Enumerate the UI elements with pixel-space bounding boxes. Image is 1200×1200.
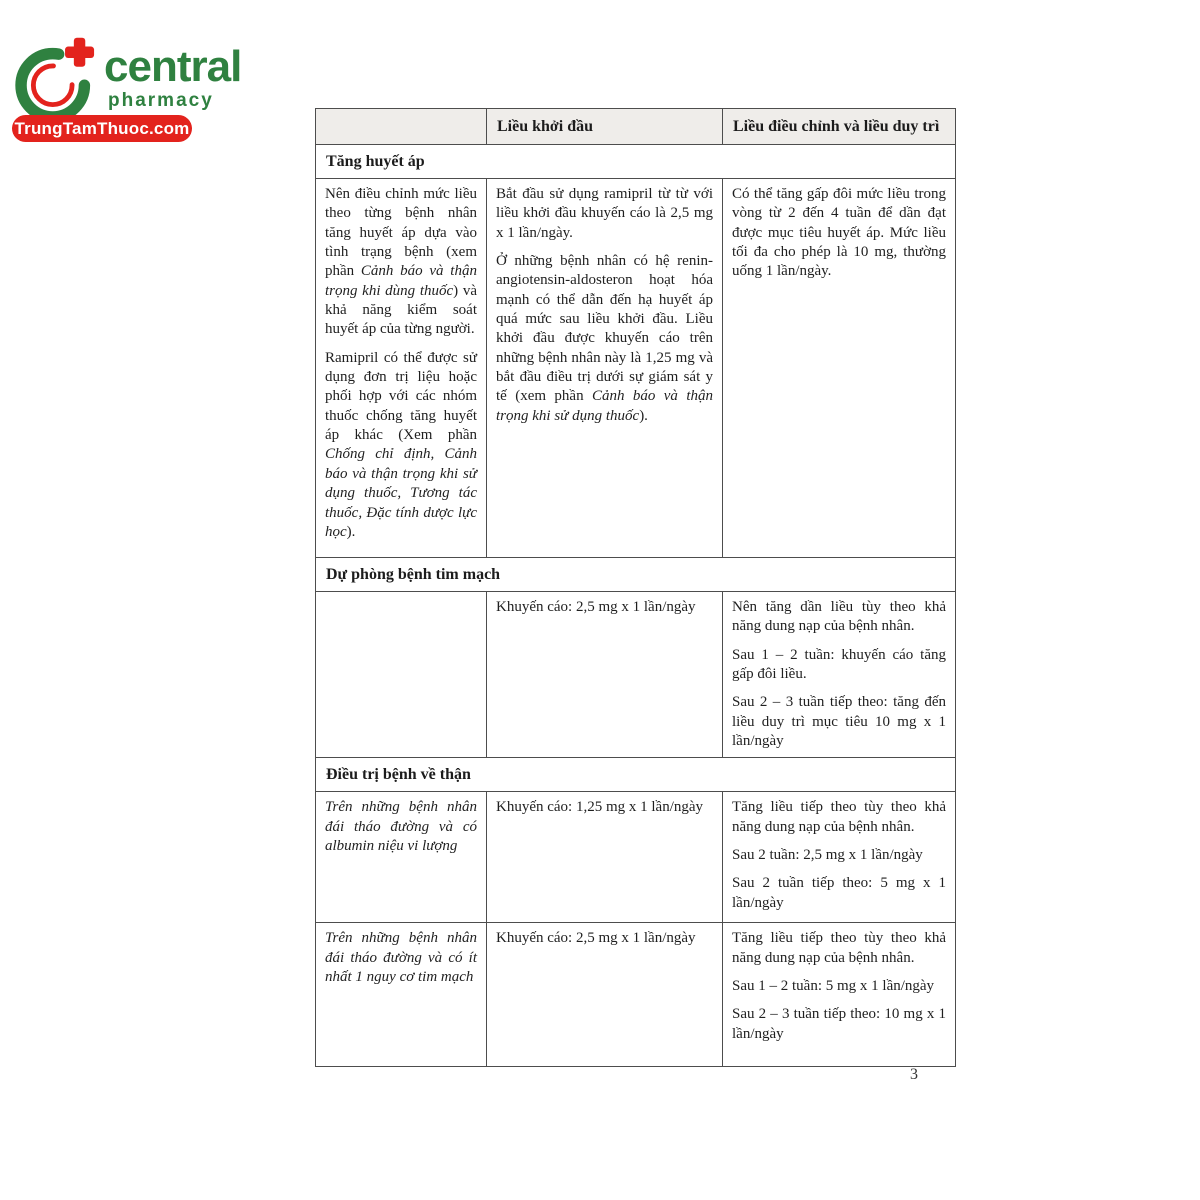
paragraph: Có thể tăng gấp đôi mức liều trong vòng từ 2 đến 4 tuần để dần đạt được mục tiêu huyết áp. Mức liều tối đa cho phép là 10 mg, thường uống 1 lần/ngày. — [732, 186, 946, 280]
row-kidney-microalbuminuria — [316, 792, 956, 923]
paragraph: Nên tăng dần liều tùy theo khả năng dung nạp của bệnh nhân. — [732, 599, 946, 635]
cell-patient-note — [316, 592, 487, 758]
cell-patient-note — [316, 923, 487, 1067]
cell-adjustment — [723, 923, 956, 1067]
paragraph: Sau 1 – 2 tuần: khuyến cáo tăng gấp đôi liều. — [732, 646, 946, 683]
section-hypertension — [316, 145, 956, 179]
paragraph: Sau 2 – 3 tuần tiếp theo: tăng đến liều duy trì mục tiêu 10 mg x 1 lần/ngày — [732, 694, 946, 750]
brand-subtitle: pharmacy — [108, 90, 214, 111]
paragraph: Sau 2 tuần: 2,5 mg x 1 lần/ngày — [732, 847, 923, 864]
cell-starting-dose — [487, 792, 723, 923]
section-title: Dự phòng bệnh tim mạch — [316, 558, 956, 592]
header-empty-cell — [316, 109, 487, 145]
row-hypertension — [316, 179, 956, 558]
paragraph: Khuyến cáo: 2,5 mg x 1 lần/ngày — [496, 930, 696, 947]
page-number: 3 — [910, 1066, 918, 1083]
cell-starting-dose — [487, 923, 723, 1067]
cell-patient-note — [316, 179, 487, 558]
header-adjustment-dose: Liều điều chỉnh và liều duy trì — [723, 109, 956, 145]
section-kidney-disease — [316, 758, 956, 792]
logo-c-icon — [14, 36, 102, 124]
cell-adjustment — [723, 592, 956, 758]
paragraph: Sau 2 – 3 tuần tiếp theo: 10 mg x 1 lần/ngày — [732, 1006, 946, 1042]
central-pharmacy-logo — [12, 34, 242, 146]
paragraph: Khuyến cáo: 2,5 mg x 1 lần/ngày — [496, 599, 696, 615]
cell-starting-dose — [487, 592, 723, 758]
paragraph: Trên những bệnh nhân đái tháo đường và có ít nhất 1 nguy cơ tim mạch — [325, 930, 477, 986]
plus-icon — [65, 38, 94, 67]
paragraph: Ở những bệnh nhân có hệ renin-angiotensin-aldosteron hoạt hóa mạnh có thể dẫn đến hạ huyết áp quá mức sau liều khởi đầu. Liều khởi đầu được khuyến cáo trên những bệnh nhân này là 1,25 mg và bắt đầu điều trị dưới sự giám sát y tế (xem phần Cảnh báo và thận trọng khi sử dụng thuốc). — [496, 253, 713, 424]
section-title: Điều trị bệnh về thận — [316, 758, 956, 792]
paragraph: Tăng liều tiếp theo tùy theo khả năng dung nạp của bệnh nhân. — [732, 799, 946, 835]
cell-patient-note — [316, 792, 487, 923]
row-cardio-prevention — [316, 592, 956, 758]
cell-adjustment — [723, 792, 956, 923]
section-cardio-prevention — [316, 558, 956, 592]
paragraph: Khuyến cáo: 1,25 mg x 1 lần/ngày — [496, 799, 704, 816]
header-starting-dose: Liều khởi đầu — [487, 109, 723, 145]
brand-name: central — [104, 42, 242, 91]
row-kidney-cardio-risk — [316, 923, 956, 1067]
paragraph: Sau 1 – 2 tuần: 5 mg x 1 lần/ngày — [732, 978, 935, 995]
paragraph: Tăng liều tiếp theo tùy theo khả năng dung nạp của bệnh nhân. — [732, 930, 946, 966]
table-header-row — [316, 109, 956, 145]
cell-adjustment — [723, 179, 956, 558]
website-banner: TrungTamThuoc.com — [12, 115, 192, 142]
dosage-table — [315, 108, 956, 1067]
paragraph: Nên điều chỉnh mức liều theo từng bệnh nhân tăng huyết áp dựa vào tình trạng bệnh (xem phần Cảnh báo và thận trọng khi dùng thuốc) và khả năng kiểm soát huyết áp của từng người. — [325, 186, 477, 338]
paragraph: Bắt đầu sử dụng ramipril từ từ với liều khởi đầu khuyến cáo là 2,5 mg x 1 lần/ngày. — [496, 186, 713, 241]
section-title: Tăng huyết áp — [316, 145, 956, 179]
paragraph: Sau 2 tuần tiếp theo: 5 mg x 1 lần/ngày — [732, 875, 946, 911]
paragraph: Ramipril có thể được sử dụng đơn trị liệu hoặc phối hợp với các nhóm thuốc chống tăng huyết áp khác (Xem phần Chống chỉ định, Cảnh báo và thận trọng khi sử dụng thuốc, Tương tác thuốc, Đặc tính dược lực học). — [325, 349, 477, 540]
paragraph: Trên những bệnh nhân đái tháo đường và có albumin niệu vi lượng — [325, 799, 477, 855]
cell-starting-dose — [487, 179, 723, 558]
